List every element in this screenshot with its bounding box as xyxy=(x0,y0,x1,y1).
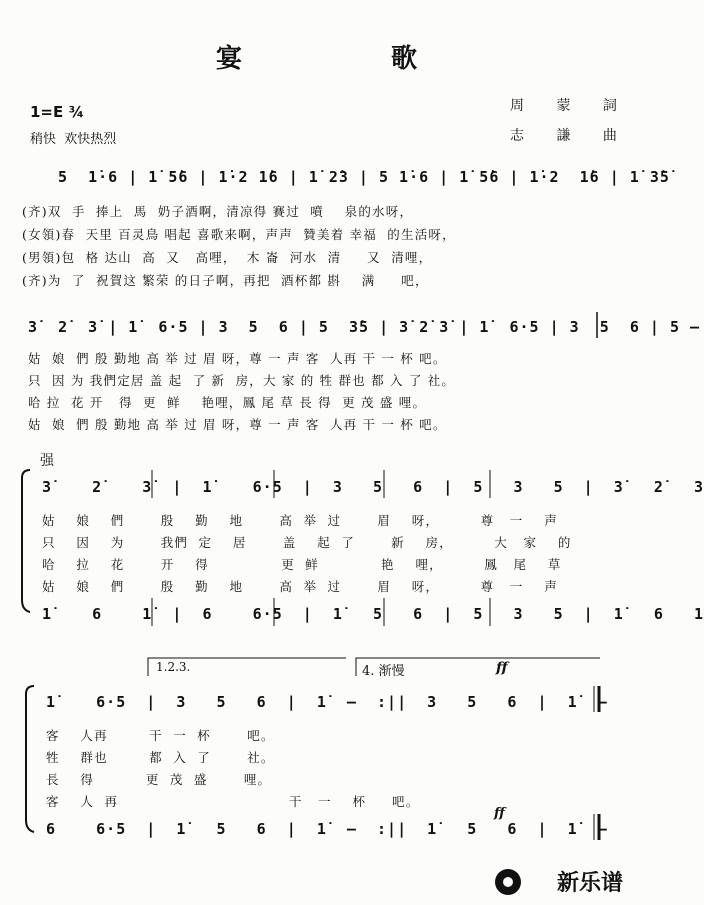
system2-verse1: 姑 娘 們 殷 勤地 高 举 过 眉 呀，尊 一 声 客 人再 干 一 杯 吧。 xyxy=(28,351,447,366)
system2-verse3: 哈 拉 花 开 得 更 鲜 艳哩，鳳 尾 草 長 得 更 茂 盛 哩。 xyxy=(28,395,427,410)
system4-lower-notes: 6 6·5 | 1̇ 5 6 | 1̇ — :|| 1̇ 5 6 | 1̇ — xyxy=(46,820,608,838)
dynamic-ff-top: ff xyxy=(496,660,508,676)
system3-verse3: 哈 拉 花 开 得 更 鲜 艳 哩， 鳳 尾 草 xyxy=(42,557,562,572)
system3-dynamic-label: 强 xyxy=(40,453,54,469)
system4-verse4: 客 人 再 干 一 杯 吧。 xyxy=(46,794,420,809)
dynamic-ff-bottom: ff xyxy=(494,806,505,821)
system3-bracket xyxy=(22,470,30,612)
ending2-label: 4. 渐慢 xyxy=(362,664,405,679)
system3-verse2: 只 因 为 我們 定 居 盖 起 了 新 房， 大 家 的 xyxy=(42,535,572,550)
composer-credit: 志 謙 曲 xyxy=(510,128,631,144)
ending2-bracket xyxy=(356,658,600,676)
system1-notes: 5 1̇·6 | 1̇ 5̇6 | 1̇·2 1̇6 | 1̇ 2̇3 | 5 1̇·6 | 1̇ 5̇6 | 1̇·2 1̇6 | 1̇ 3̇5̇ xyxy=(58,168,670,186)
song-title: 宴 歌 xyxy=(215,44,488,74)
system3-verse1: 姑 娘 們 殷 勤 地 高 举 过 眉 呀， 尊 一 声 xyxy=(42,513,558,528)
system4-upper-notes: 1̇ 6·5 | 3 5 6 | 1̇ — :|| 3 5 6 | 1̇ — xyxy=(46,693,608,711)
system3-lower-notes: 1̇ 6 1̇ | 6 6·5 | 1̇ 5 6 | 5 3 5 | 1̇ 6 1̇ xyxy=(42,605,704,623)
ending1-bracket xyxy=(148,658,346,676)
system2-verse4: 姑 娘 們 殷 勤地 高 举 过 眉 呀，尊 一 声 客 人再 干 一 杯 吧。 xyxy=(28,417,447,432)
system1-verse4: (齐)为 了 祝賀这 繁荣 的日子啊，再把 酒杯都 斟 满 吧， xyxy=(22,273,429,288)
site-logo-text: 新乐谱 xyxy=(556,871,623,896)
system1-verse1: (齐)双 手 捧上 馬 奶子酒啊，清凉得 賽过 噴 泉的水呀， xyxy=(22,204,414,219)
system4-verse1: 客 人再 干 一 杯 吧。 xyxy=(46,728,275,743)
system3-verse4: 姑 娘 們 殷 勤 地 高 举 过 眉 呀， 尊 一 声 xyxy=(42,579,558,594)
system2-notes: 3̇ 2̇ 3̇ | 1̇ 6·5 | 3 5 6 | 5 3̇5 | 3̇ 2̇ 3̇ | 1̇ 6·5 | 3 5 6 | 5 — xyxy=(28,318,701,336)
lyricist-credit: 周 蒙 詞 xyxy=(510,98,631,114)
system1-verse2: (女領)春 天里 百灵鳥 唱起 喜歌来啊，声声 贊美着 幸福 的生活呀， xyxy=(22,227,456,242)
system3-upper-notes: 3̇ 2̇ 3̇ | 1̇ 6·5 | 3 5 6 | 5 3 5 | 3̇ 2̇ 3̇ xyxy=(42,478,704,496)
system4-bracket xyxy=(26,686,34,832)
system4-verse3: 長 得 更 茂 盛 哩。 xyxy=(46,772,272,787)
tempo-marking: 稍快 欢快热烈 xyxy=(30,132,117,147)
ending1-label: 1.2.3. xyxy=(156,660,191,674)
key-signature: 1=E ¾ xyxy=(30,103,85,121)
system4-verse2: 牲 群也 都 入 了 社。 xyxy=(46,750,275,765)
system1-verse3: (男領)包 格 达山 高 又 高哩， 木 崙 河水 清 又 清哩， xyxy=(22,250,433,265)
system2-verse2: 只 因 为 我們定居 盖 起 了 新 房，大 家 的 牲 群也 都 入 了 社。 xyxy=(28,373,456,388)
music-disc-icon xyxy=(495,869,521,895)
